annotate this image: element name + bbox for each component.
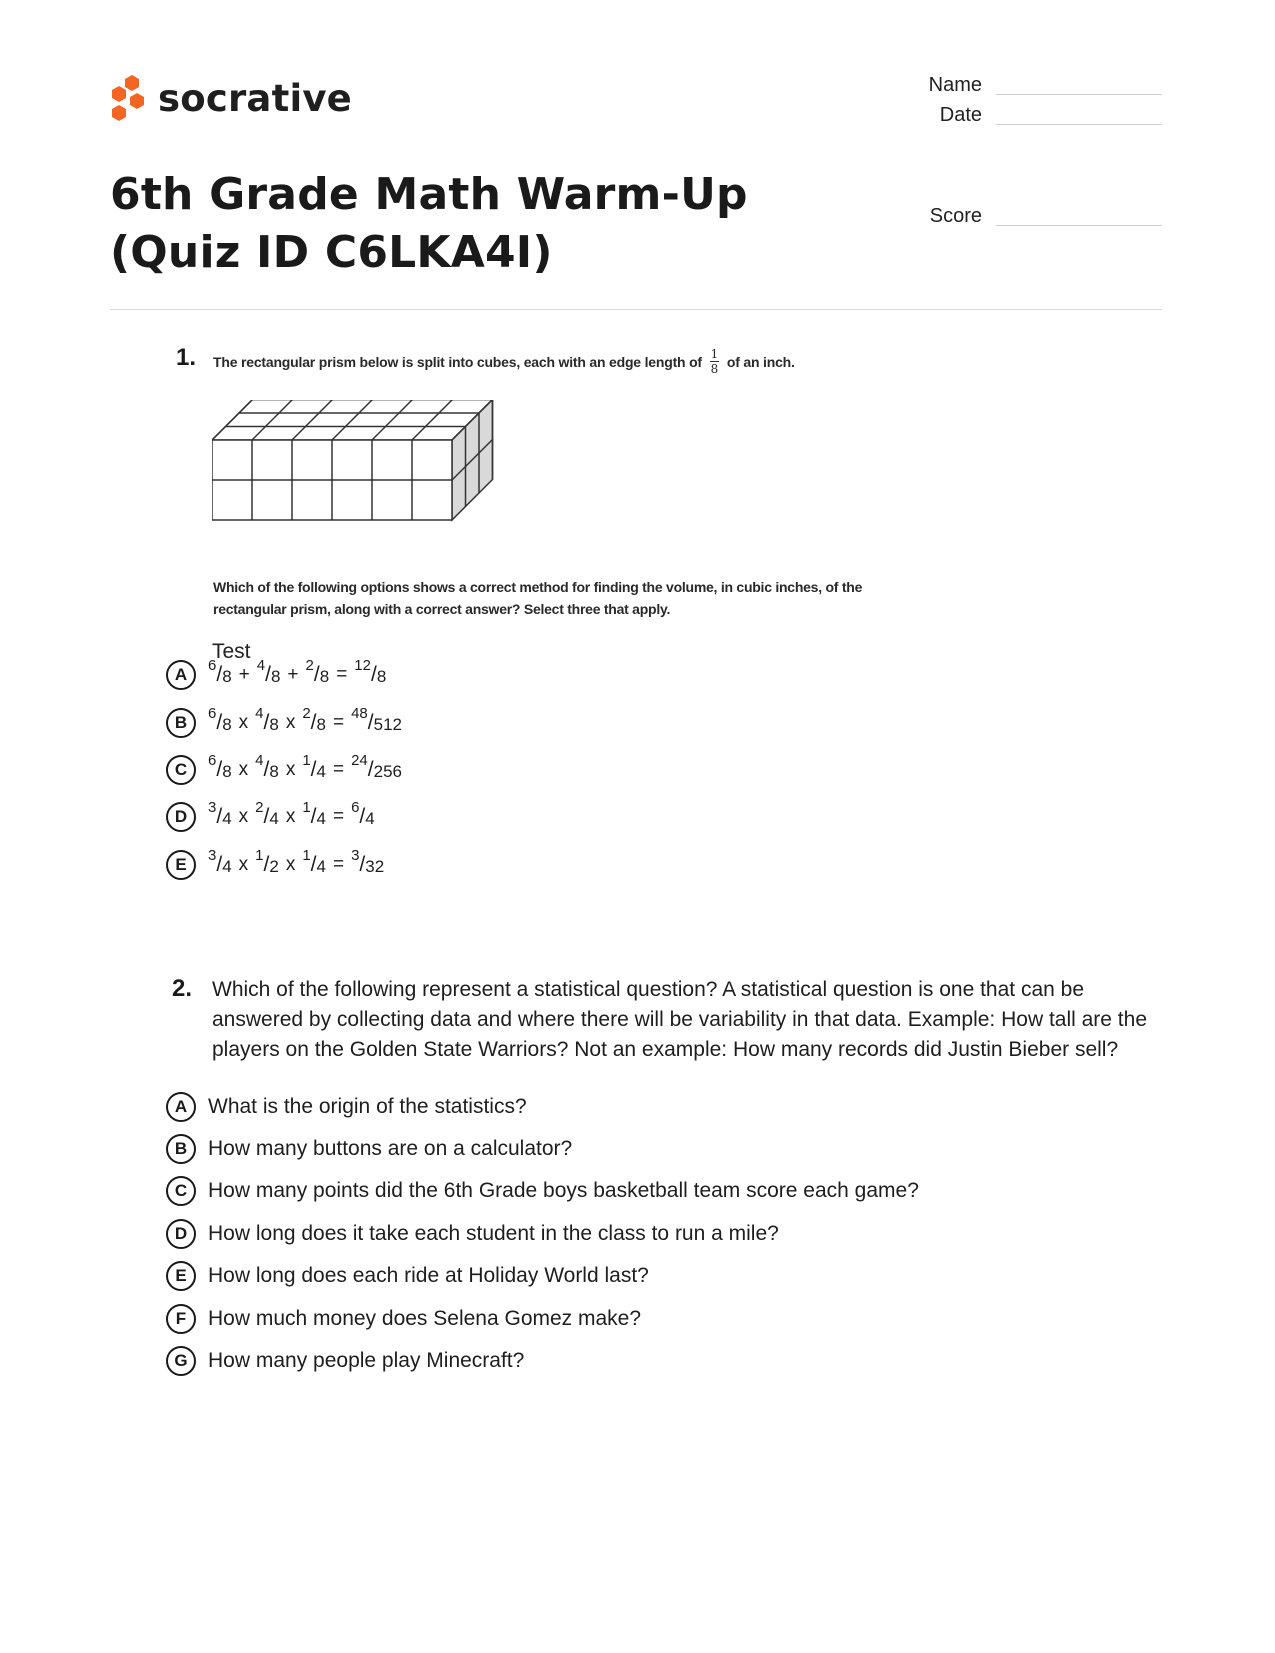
option-letter-badge[interactable]: E <box>166 850 196 880</box>
fraction: $^6$ / $_4$ <box>351 799 375 828</box>
rectangular-prism-figure <box>212 400 532 552</box>
question-1-option-e[interactable] <box>166 847 385 880</box>
option-expression <box>208 847 385 877</box>
fraction: $^6$ / $_8$ <box>208 657 232 686</box>
option-letter-badge[interactable]: A <box>166 660 196 690</box>
operator: + <box>238 664 250 685</box>
option-letter-badge[interactable]: B <box>166 1134 196 1164</box>
fraction: $^2$ / $_8$ <box>305 657 330 686</box>
option-letter-badge[interactable]: A <box>166 1092 196 1122</box>
name-line[interactable] <box>996 93 1162 95</box>
score-line[interactable] <box>996 224 1162 226</box>
question-1-instruction: Which of the following options shows a correct method for finding the volume, in cubic inches, of the rectangular prism, along with a correct answer? Select three that apply. <box>213 579 863 617</box>
question-2-option-b[interactable] <box>166 1134 572 1164</box>
operator: = <box>332 759 345 780</box>
question-2-number: 2. <box>172 975 193 1002</box>
fraction: $^{48}$ / $_{512}$ <box>351 705 402 734</box>
option-letter-badge[interactable]: G <box>166 1346 196 1376</box>
edge-length-fraction <box>710 348 719 375</box>
question-1-option-a[interactable] <box>166 657 387 690</box>
option-text: How long does it take each student in the class to run a mile? <box>208 1222 779 1245</box>
option-text: How much money does Selena Gomez make? <box>208 1307 642 1330</box>
operator: x <box>285 854 296 875</box>
fraction: $^1$ / $_4$ <box>302 752 326 781</box>
fraction: $^4$ / $_8$ <box>255 705 279 734</box>
operator: x <box>285 759 296 780</box>
operator: = <box>332 854 345 875</box>
fraction: $^6$ / $_8$ <box>208 705 232 734</box>
score-field <box>862 205 1162 228</box>
option-letter-badge[interactable]: D <box>166 1219 196 1249</box>
question-1-option-d[interactable] <box>166 799 375 832</box>
option-expression <box>208 657 387 687</box>
fraction: $^6$ / $_8$ <box>208 752 232 781</box>
question-1-option-b[interactable] <box>166 705 402 738</box>
operator: = <box>332 806 345 827</box>
socrative-logo <box>110 72 352 124</box>
question-2-option-a[interactable] <box>166 1092 527 1122</box>
question-2-option-e[interactable] <box>166 1261 649 1291</box>
question-2-option-g[interactable] <box>166 1346 524 1376</box>
fraction: $^2$ / $_4$ <box>255 799 279 828</box>
score-label: Score <box>929 205 982 227</box>
option-letter-badge[interactable]: C <box>166 755 196 785</box>
operator: x <box>285 806 296 827</box>
operator: x <box>238 712 249 733</box>
fraction: $^1$ / $_4$ <box>302 847 326 876</box>
option-expression <box>208 705 402 735</box>
date-line[interactable] <box>996 123 1162 125</box>
operator: x <box>285 712 296 733</box>
socrative-hexagon-icon <box>110 74 146 122</box>
operator: = <box>336 664 348 685</box>
fraction-numerator: 1 <box>710 347 719 361</box>
fraction: $^3$ / $_{32}$ <box>351 847 385 876</box>
name-field <box>862 74 1162 97</box>
question-1-option-c[interactable] <box>166 752 402 785</box>
name-label: Name <box>928 74 982 96</box>
question-2-option-c[interactable] <box>166 1176 919 1206</box>
fraction: $^4$ / $_8$ <box>255 752 279 781</box>
fraction: $^4$ / $_8$ <box>256 657 281 686</box>
fraction: $^3$ / $_4$ <box>208 799 232 828</box>
question-2-prompt: Which of the following represent a statistical question? A statistical question is one that can be answered by collecting data and where there will be variability in that data. Example: How tall are the players on the Golden State Warriors? Not an example: How many records did Justin Bieber sell? <box>212 978 1148 1061</box>
question-2-option-f[interactable] <box>166 1304 641 1334</box>
question-1-number: 1. <box>176 344 197 371</box>
option-letter-badge[interactable]: D <box>166 802 196 832</box>
option-text: How many points did the 6th Grade boys basketball team score each game? <box>208 1179 919 1202</box>
option-expression <box>208 752 402 782</box>
brand-name: socrative <box>158 76 352 120</box>
page-title: 6th Grade Math Warm-Up (Quiz ID C6LKA4I) <box>110 169 748 278</box>
option-text: How many people play Minecraft? <box>208 1349 525 1372</box>
option-text: How many buttons are on a calculator? <box>208 1137 573 1160</box>
operator: x <box>238 806 249 827</box>
operator: x <box>238 854 249 875</box>
fraction: $^3$ / $_4$ <box>208 847 232 876</box>
option-letter-badge[interactable]: E <box>166 1261 196 1291</box>
option-text: How long does each ride at Holiday World last? <box>208 1264 649 1287</box>
question-1-prompt-start: The rectangular prism below is split into cubes, each with an edge length of <box>213 353 702 370</box>
option-expression <box>208 799 375 829</box>
operator: = <box>332 712 345 733</box>
fraction: $^1$ / $_4$ <box>302 799 326 828</box>
fraction: $^{24}$ / $_{256}$ <box>351 752 402 781</box>
header-divider <box>110 309 1162 310</box>
date-field <box>862 104 1162 127</box>
question-1-prompt-end: of an inch. <box>726 353 795 370</box>
option-letter-badge[interactable]: C <box>166 1176 196 1206</box>
question-2-option-d[interactable] <box>166 1219 779 1249</box>
option-text: What is the origin of the statistics? <box>208 1095 527 1118</box>
fraction: $^{12}$ / $_8$ <box>354 657 387 686</box>
fraction: $^1$ / $_2$ <box>255 847 279 876</box>
date-label: Date <box>939 104 982 126</box>
question-1-prompt <box>213 348 795 375</box>
operator: x <box>238 759 249 780</box>
option-letter-badge[interactable]: B <box>166 708 196 738</box>
operator: + <box>287 664 299 685</box>
fraction-denominator: 8 <box>710 362 719 376</box>
question-1-subtitle: Test <box>212 640 251 663</box>
fraction: $^2$ / $_8$ <box>302 705 326 734</box>
option-letter-badge[interactable]: F <box>166 1304 196 1334</box>
